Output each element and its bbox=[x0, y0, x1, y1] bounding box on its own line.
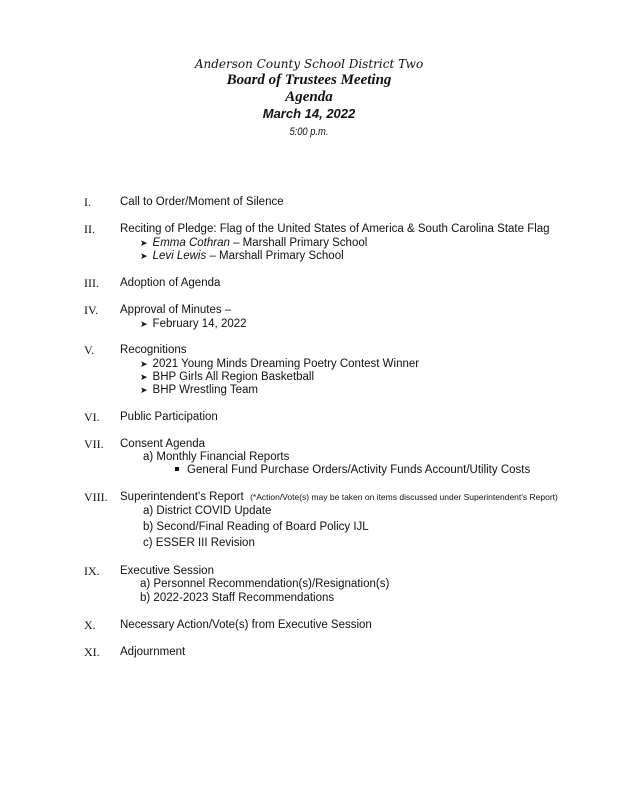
sub-item-text: a) Personnel Recommendation(s)/Resignation(s) bbox=[140, 578, 390, 590]
meeting-title: Board of Trustees Meeting bbox=[226, 72, 392, 88]
item-text: Necessary Action/Vote(s) from Executive Session bbox=[120, 619, 372, 631]
item-number: XI. bbox=[84, 645, 100, 659]
item-text: Adoption of Agenda bbox=[120, 277, 221, 289]
arrow-bullet-icon: ➤ bbox=[140, 251, 148, 261]
arrow-bullet-icon: ➤ bbox=[140, 372, 148, 382]
item-number: VII. bbox=[84, 437, 104, 451]
item-text: Adjournment bbox=[120, 646, 186, 658]
arrow-bullet-icon: ➤ bbox=[140, 319, 148, 329]
arrow-bullet-icon: ➤ bbox=[140, 238, 148, 248]
item-text: Public Participation bbox=[120, 411, 218, 423]
square-bullet-icon bbox=[175, 467, 179, 471]
sub-item-text: b) 2022-2023 Staff Recommendations bbox=[140, 592, 335, 604]
item-number: III. bbox=[84, 276, 99, 290]
item-text: Reciting of Pledge: Flag of the United States of America & South Carolina State Flag bbox=[120, 223, 550, 235]
item-number: IX. bbox=[84, 564, 100, 578]
sub-item-text: General Fund Purchase Orders/Activity Funds Account/Utility Costs bbox=[187, 464, 531, 476]
school-name: – Marshall Primary School bbox=[229, 237, 368, 249]
sub-item-text: 2021 Young Minds Dreaming Poetry Contest Winner bbox=[152, 358, 420, 370]
item-number: VIII. bbox=[84, 490, 108, 504]
item-text: Call to Order/Moment of Silence bbox=[120, 196, 284, 208]
item-number: X. bbox=[84, 618, 96, 632]
sub-item-text: b) Second/Final Reading of Board Policy IJL bbox=[143, 521, 369, 533]
item-text: Superintendent's Report bbox=[120, 491, 244, 503]
sub-item-text: a) Monthly Financial Reports bbox=[143, 451, 290, 463]
arrow-bullet-icon: ➤ bbox=[140, 359, 148, 369]
item-text: Approval of Minutes – bbox=[120, 304, 232, 316]
sub-item-text: BHP Wrestling Team bbox=[152, 384, 259, 396]
district-name: Anderson County School District Two bbox=[194, 57, 424, 71]
sub-item-text: c) ESSER III Revision bbox=[143, 537, 255, 549]
item-text: Consent Agenda bbox=[120, 438, 206, 450]
item-note: (*Action/Vote(s) may be taken on items discussed under Superintendent's Report) bbox=[250, 492, 558, 502]
item-text: Executive Session bbox=[120, 565, 214, 577]
arrow-bullet-icon: ➤ bbox=[140, 385, 148, 395]
item-number: I. bbox=[84, 195, 91, 209]
meeting-time: 5:00 p.m. bbox=[289, 126, 329, 138]
sub-item-text: February 14, 2022 bbox=[152, 318, 247, 330]
agenda-title: Agenda bbox=[285, 89, 333, 105]
item-number: IV. bbox=[84, 303, 99, 317]
item-text: Recognitions bbox=[120, 344, 187, 356]
sub-item-text: a) District COVID Update bbox=[143, 505, 272, 517]
student-name: Emma Cothran bbox=[152, 237, 230, 249]
item-number: V. bbox=[84, 343, 95, 357]
item-number: VI. bbox=[84, 410, 100, 424]
sub-item-text: BHP Girls All Region Basketball bbox=[152, 371, 315, 383]
meeting-date: March 14, 2022 bbox=[262, 106, 356, 121]
item-number: II. bbox=[84, 222, 95, 236]
student-name: Levi Lewis bbox=[152, 250, 207, 262]
school-name: – Marshall Primary School bbox=[206, 250, 344, 262]
